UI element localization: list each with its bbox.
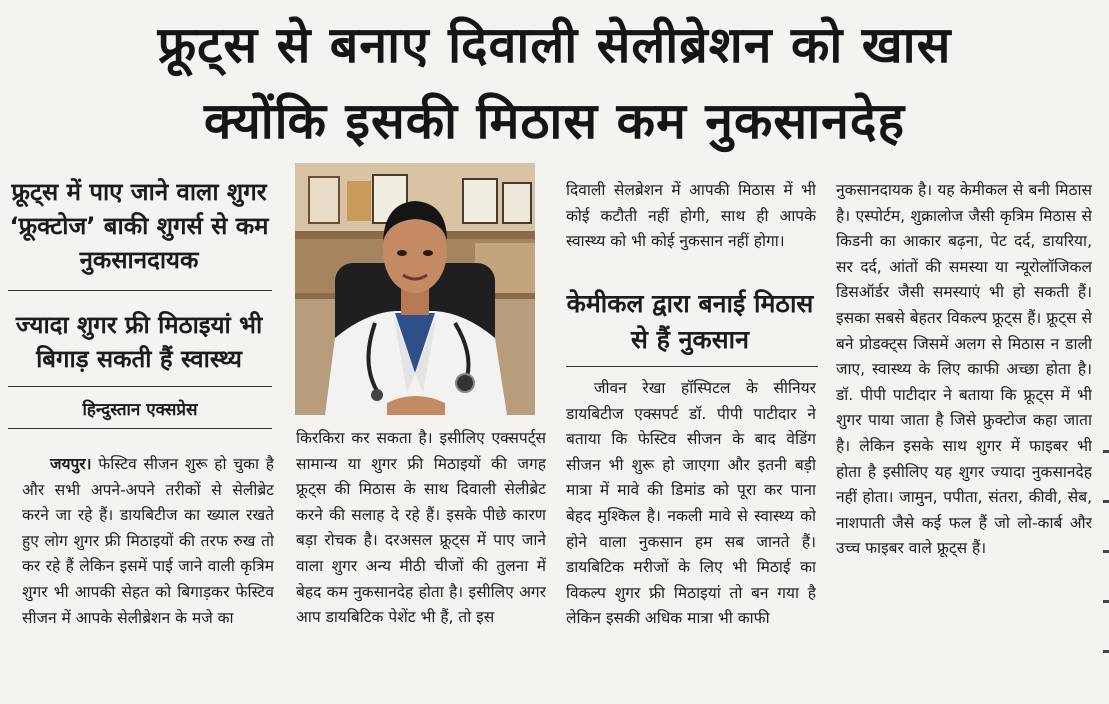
adjacent-article-edge: [1101, 440, 1109, 680]
headline-line-2: क्योंकि इसकी मिठास कम नुकसानदेह: [203, 92, 906, 150]
article-column-2: [296, 426, 546, 694]
column-2-text: किरकिरा कर सकता है। इसीलिए एक्सपर्ट्स सामान्य या शुगर फ्री मिठाइयों की जगह फ्रूट्स की मिठास के साथ दिवाली सेलीब्रेट करने की सलाह दे रहे हैं। इसके पीछे कारण बड़ा रोचक है। दरअसल फ्रूट्स में पाए जाने वाला शुगर अन्य मीठी चीजों की तुलना में बेहद कम नुकसानदेह होता है। इसीलिए अगर आप डायबिटिक पेशेंट भी हैं, तो इस: [296, 429, 546, 627]
headline-line-1: फ्रूट्स से बनाए दिवाली सेलीब्रेशन को खास: [157, 16, 952, 74]
divider: [8, 386, 272, 387]
cropped-text-marks: [1101, 440, 1109, 680]
article-column-1: [22, 452, 274, 692]
subhead-sugarfree-risk: ज्यादा शुगर फ्री मिठाइयां भी बिगाड़ सकती हैं स्वास्थ्य: [15, 311, 263, 373]
divider: [566, 366, 818, 367]
doctor-photo: [295, 163, 535, 415]
divider: [8, 290, 272, 291]
byline: हिन्दुस्तान एक्सप्रेस: [82, 400, 198, 420]
subhead-chemical-sweetness: केमीकल द्वारा बनाई मिठास से हैं नुकसान: [566, 289, 814, 354]
column-1-text: फेस्टिव सीजन शुरू हो चुका है और सभी अपने-अपने तरीकों से सेलीब्रेट करने जा रहे हैं। डायबिटीज का ख्याल रखते हुए लोग शुगर फ्री मिठाइयों की तरफ रुख तो कर रहे हैं लेकिन इसमें पाई जाने वाली कृत्रिम शुगर भी आपकी सेहत को बिगाड़कर फेस्टिव सीजन में आपके सेलीब्रेशन के मजे का: [22, 455, 274, 627]
column-4-text: नुकसानदायक है। यह केमीकल से बनी मिठास है। एस्पोर्टम, शुक्रालोज जैसी कृत्रिम मिठास से किडनी का आकार बढ़ना, पेट दर्द, डायरिया, सर दर्द, आंतों की समस्या या न्यूरोलॉजिकल डिसऑर्डर जैसी समस्याएं भी हो सकती हैं। इसका सबसे बेहतर विकल्प फ्रूट्स हैं। फ्रूट्स से बने प्रोडक्ट्स जिसमें अलग से मिठास न डाली जाए, स्वास्थ्य के लिए काफी अच्छा होता है। डॉ. पीपी पाटीदार ने बताया कि फ्रूट्स में भी शुगर पाया जाता है जिसे फ्रुक्टोज कहा जाता है। लेकिन इसके साथ शुगर में फाइबर भी होता है इसीलिए यह शुगर ज्यादा नुकसानदेह नहीं होता। जामुन, पपीता, संतरा, कीवी, सेब, नाशपाती जैसे कई फल हैं जो लो-कार्ब और उच्च फाइबर वाले फ्रूट्स हैं।: [836, 181, 1092, 558]
dateline: जयपुर।: [50, 455, 92, 473]
doctor-portrait-image: [295, 163, 535, 415]
divider: [8, 428, 272, 429]
article-column-4: [836, 178, 1092, 694]
article-column-3-top: [566, 178, 816, 288]
subhead-fructose: फ्रूट्स में पाए जाने वाला शुगर ‘फ्रूक्टोज’ बाकी शुगर्स से कम नुकसानदायक: [9, 178, 269, 274]
column-3-top-text: दिवाली सेलब्रेशन में आपकी मिठास में भी कोई कटौती नहीं होगी, साथ ही आपके स्वास्थ्य को भी कोई नुकसान नहीं होगा।: [566, 181, 816, 251]
article-column-3-bottom: [566, 376, 816, 694]
column-3-bottom-text: जीवन रेखा हॉस्पिटल के सीनियर डायबिटीज एक्सपर्ट डॉ. पीपी पाटीदार ने बताया कि फेस्टिव सीजन के बाद वेडिंग सीजन भी शुरू हो जाएगा और इतनी बड़ी मात्रा में मावे की डिमांड को पूरा कर पाना बेहद मुश्किल है। नकली मावे से स्वास्थ्य को होने वाला नुकसान हम सब जानते हैं। डायबिटिक मरीजों के लिए भी मिठाई का विकल्प शुगर फ्री मिठाइयां तो बन गया है लेकिन इसकी अधिक मात्रा भी काफी: [566, 379, 816, 628]
